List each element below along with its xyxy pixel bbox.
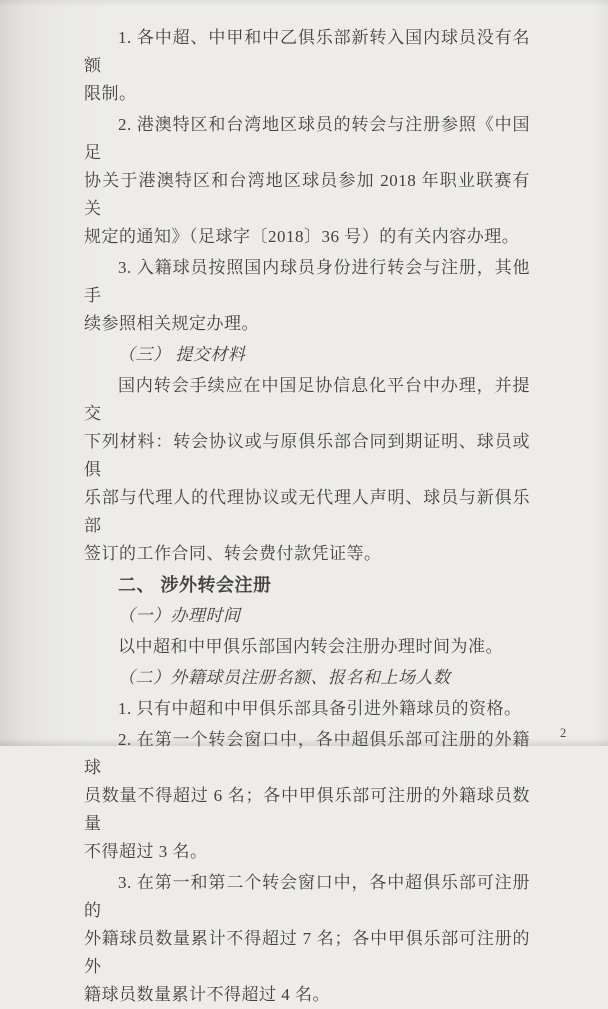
text-line: 规定的通知》（足球字〔2018〕36 号）的有关内容办理。 [84,227,520,246]
text-line: 限制。 [84,84,137,103]
page-number: 2 [560,726,567,740]
text-line: 员数量不得超过 6 名；各中甲俱乐部可注册的外籍球员数量 [84,786,530,833]
text-line: 签订的工作合同、转会费付款凭证等。 [84,544,382,563]
text-line: 乐部与代理人的代理协议或无代理人声明、球员与新俱乐部 [84,488,530,535]
text-line: 3. 在第一和第二个转会窗口中，各中超俱乐部可注册的 [84,873,530,920]
text-line: 二、 涉外转会注册 [118,575,272,595]
text-line: 1. 只有中超和中甲俱乐部具备引进外籍球员的资格。 [118,699,522,718]
text-line: 2. 在第一个转会窗口中，各中超俱乐部可注册的外籍球 [84,730,530,777]
text-line: 下列材料：转会协议或与原俱乐部合同到期证明、球员或俱 [84,432,530,479]
document-body [84,24,530,1009]
text-line: 不得超过 3 名。 [84,842,208,861]
text-line: 1. 各中超、中甲和中乙俱乐部新转入国内球员没有名额 [84,28,530,75]
text-line: 续参照相关规定办理。 [84,314,259,333]
text-line: （三） 提交材料 [118,345,246,364]
text-line: （二）外籍球员注册名额、报名和上场人数 [118,668,451,687]
text-line: 籍球员数量累计不得超过 4 名。 [84,985,330,1004]
text-line: 3. 入籍球员按照国内球员身份进行转会与注册，其他手 [84,258,530,305]
text-line: 外籍球员数量累计不得超过 7 名；各中甲俱乐部可注册的外 [84,929,530,976]
text-line: 以中超和中甲俱乐部国内转会注册办理时间为准。 [118,637,503,656]
text-line: 2. 港澳特区和台湾地区球员的转会与注册参照《中国足 [84,115,530,162]
text-line: （一）办理时间 [118,606,241,625]
text-line: 国内转会手续应在中国足协信息化平台中办理，并提交 [84,376,530,423]
text-line: 协关于港澳特区和台湾地区球员参加 2018 年职业联赛有关 [84,171,530,218]
